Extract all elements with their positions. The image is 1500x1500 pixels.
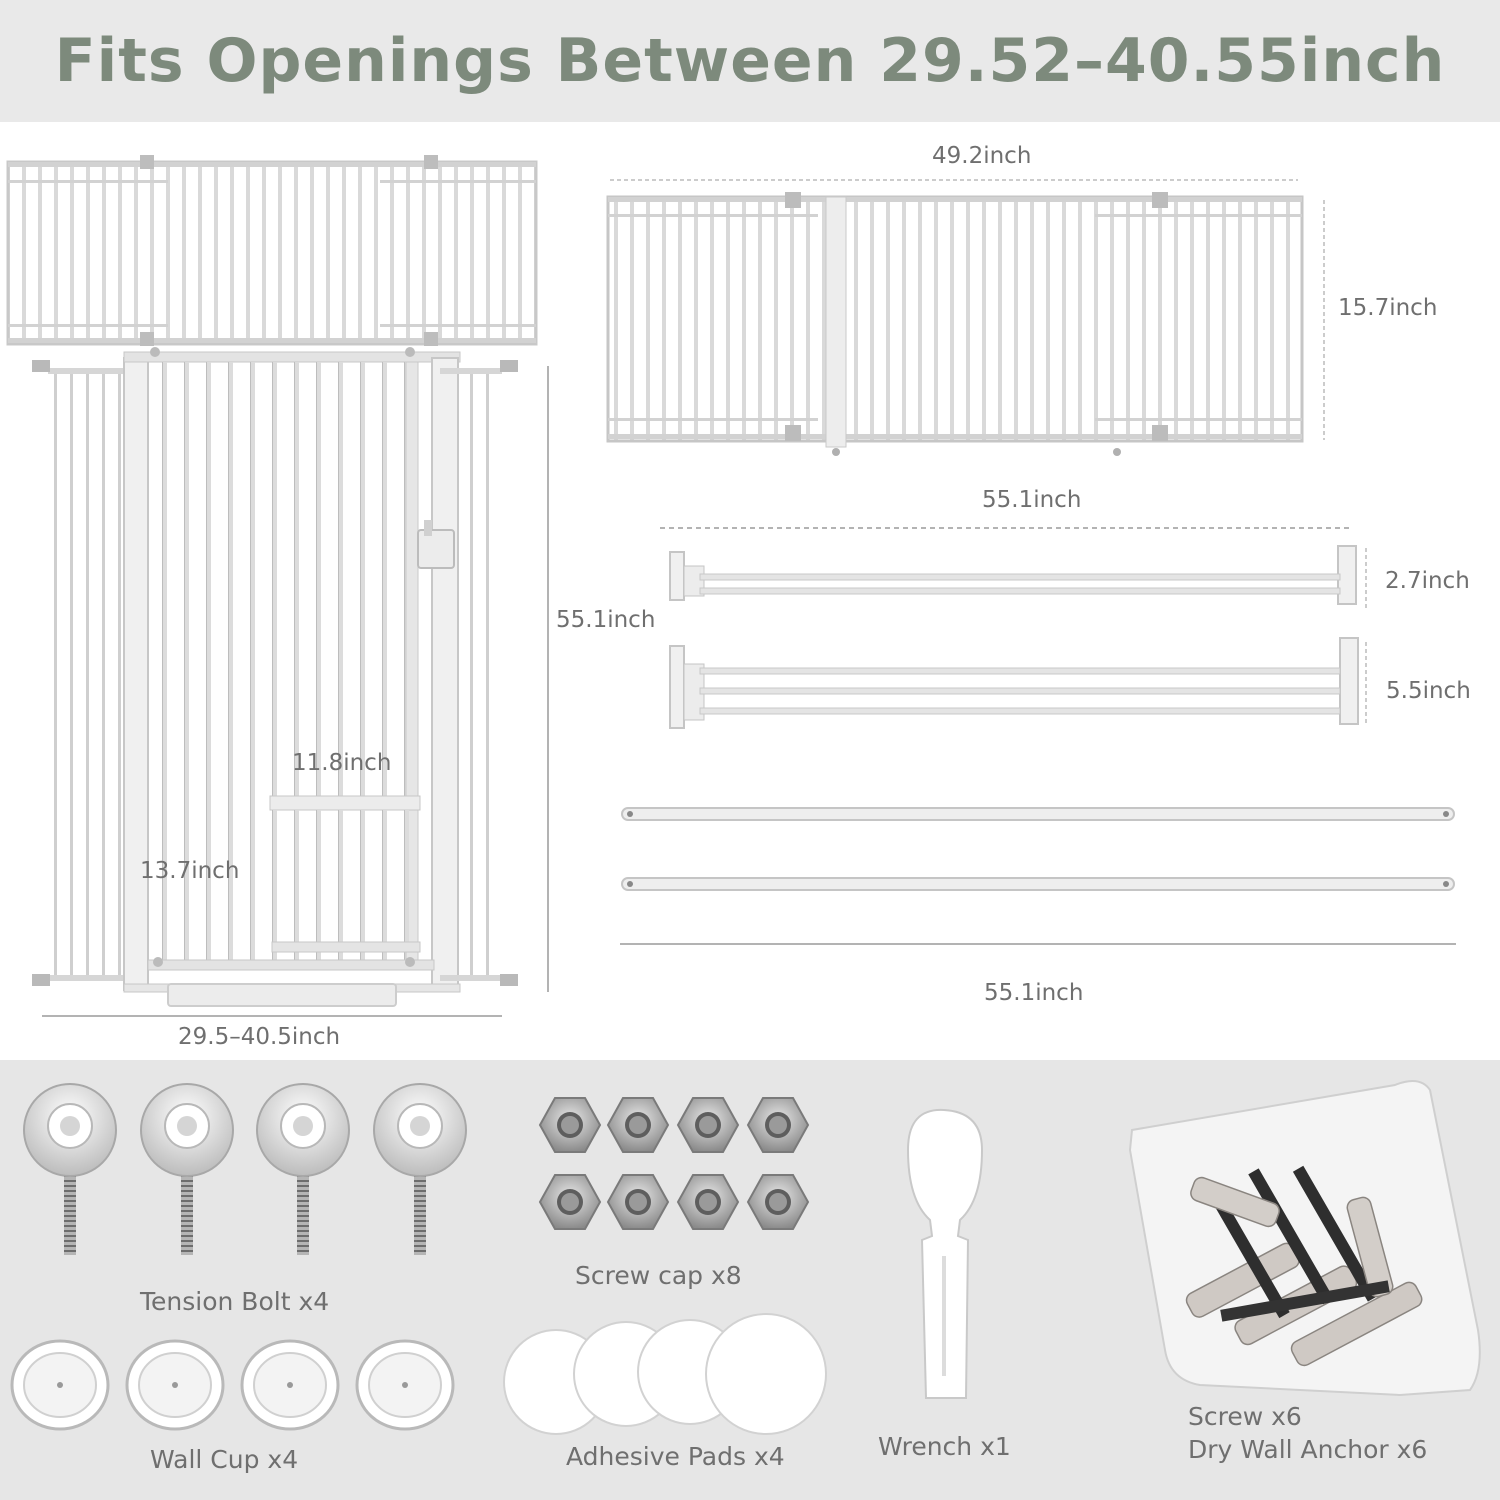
extension-bar-large: [670, 638, 1358, 728]
extension-bar-small: [670, 546, 1356, 604]
screw-cap-label: Screw cap x8: [575, 1261, 742, 1290]
screw-label: Screw x6: [1188, 1402, 1302, 1431]
tension-bolts: [24, 1084, 466, 1255]
wrench-label: Wrench x1: [878, 1432, 1011, 1461]
extension-width-label: 49.2inch: [932, 143, 1032, 169]
pet-door-width-label: 11.8inch: [292, 750, 392, 776]
large-bar-height-label: 5.5inch: [1386, 678, 1471, 704]
pressure-gate: [32, 347, 518, 1006]
small-bar-height-label: 2.7inch: [1385, 568, 1470, 594]
extension-panel: [608, 192, 1302, 456]
adhesive-pads-label: Adhesive Pads x4: [566, 1442, 785, 1471]
extension-height-label: 15.7inch: [1338, 295, 1438, 321]
gate-width-label: 29.5–40.5inch: [178, 1024, 341, 1050]
page-title: Fits Openings Between 29.52–40.55inch: [54, 26, 1446, 96]
support-rods: [622, 808, 1454, 890]
screw-caps: [540, 1098, 808, 1229]
wall-cup-label: Wall Cup x4: [150, 1445, 299, 1474]
rod-length-label: 55.1inch: [984, 980, 1084, 1006]
extension-panel-top: [8, 155, 536, 346]
gate-height-label: 55.1inch: [556, 607, 656, 633]
wall-cups: [12, 1341, 453, 1429]
adhesive-pads: [504, 1314, 826, 1434]
pet-door-height-label: 13.7inch: [140, 858, 240, 884]
screw-bag: [1130, 1081, 1480, 1401]
bar-length-label: 55.1inch: [982, 487, 1082, 513]
tension-bolt-label: Tension Bolt x4: [140, 1287, 330, 1316]
anchor-label: Dry Wall Anchor x6: [1188, 1435, 1428, 1464]
wrench: [908, 1110, 982, 1398]
